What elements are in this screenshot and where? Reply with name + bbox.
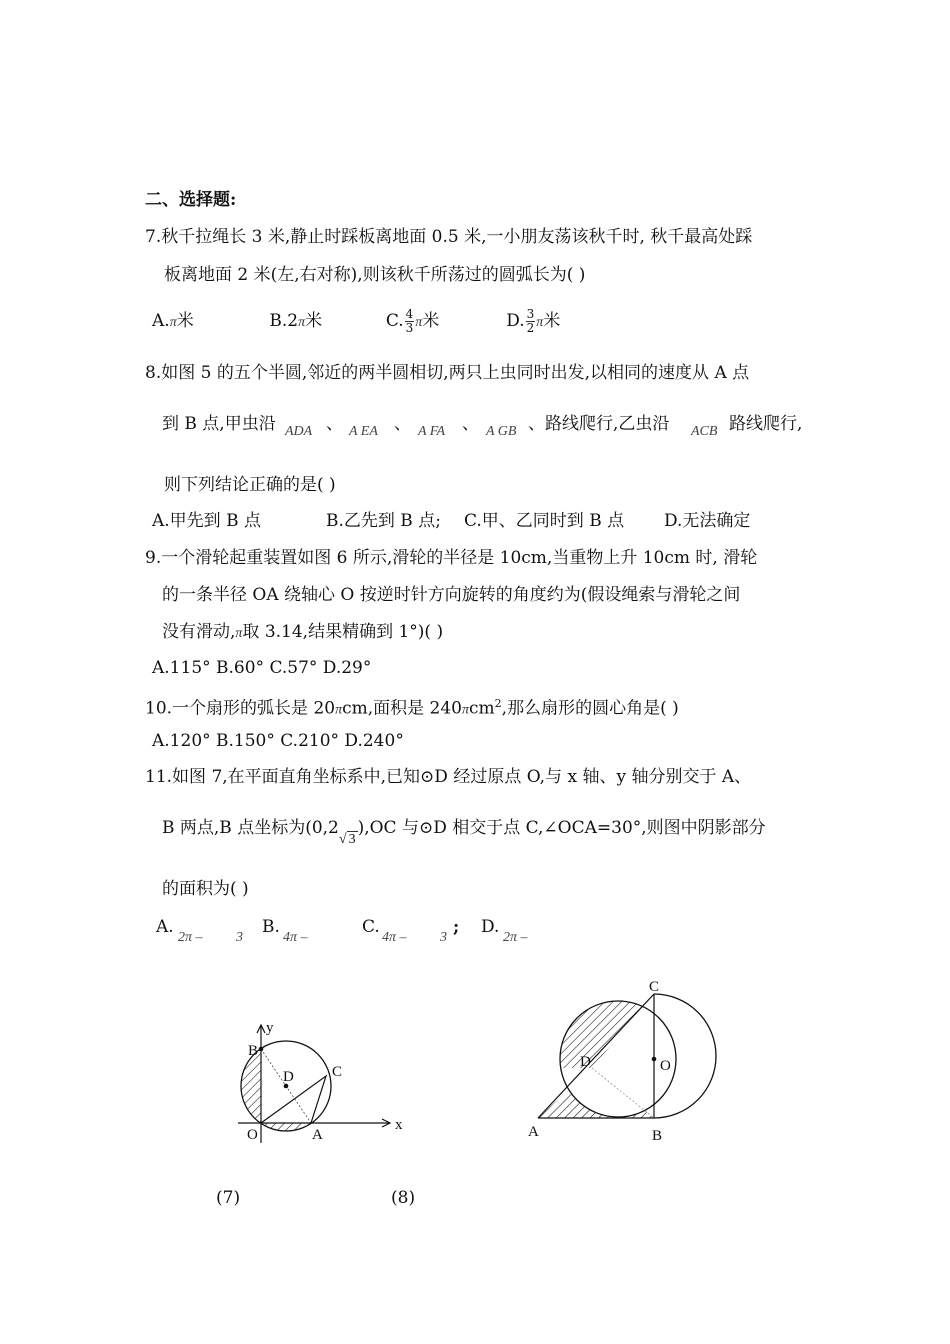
q11-option-c-extra: 3 bbox=[440, 930, 447, 945]
q7-option-a: A.π米 bbox=[152, 311, 194, 331]
q8-option-c: C.甲、乙同时到 B 点 bbox=[464, 511, 625, 531]
q8-arc-agb: A GB bbox=[486, 424, 517, 439]
q11-line1: 11.如图 7,在平面直角坐标系中,已知⊙D 经过原点 O,与 x 轴、y 轴分别交于 A、 bbox=[145, 767, 752, 787]
q9-line2: 的一条半径 OA 绕轴心 O 按逆时针方向旋转的角度约为(假设绳索与滑轮之间 bbox=[162, 585, 741, 605]
q8-option-d: D.无法确定 bbox=[664, 511, 751, 531]
q8-line2-mid: 、路线爬行,乙虫沿 bbox=[528, 414, 670, 434]
q8-line3: 则下列结论正确的是( ) bbox=[164, 475, 336, 495]
fig7-shaded-bottom bbox=[261, 1123, 311, 1143]
q10-line1: 10.一个扇形的弧长是 20πcm,面积是 240πcm$^2$,那么扇形的圆心角是( ) bbox=[145, 697, 679, 719]
section-title: 二、选择题: bbox=[145, 190, 237, 210]
q8-option-b: B.乙先到 B 点; bbox=[326, 511, 441, 531]
figure-8 bbox=[524, 980, 724, 1150]
fig8-point-o bbox=[652, 1057, 657, 1062]
q7-option-d: D. $\frac{3}{2}$ π米 bbox=[506, 307, 561, 335]
q8-line1: 8.如图 5 的五个半圆,邻近的两半圆相切,两只上虫同时出发,以相同的速度从 A 点 bbox=[145, 363, 750, 383]
q7-line2: 板离地面 2 米(左,右对称),则该秋千所荡过的圆弧长为( ) bbox=[164, 265, 586, 285]
q9-line1: 9.一个滑轮起重装置如图 6 所示,滑轮的半径是 10cm,当重物上升 10cm 时, 滑轮 bbox=[145, 548, 758, 568]
fig7-caption: (7) bbox=[216, 1188, 241, 1208]
fig7-label-a: A bbox=[312, 1127, 323, 1143]
q11-option-a-extra: 3 bbox=[236, 930, 243, 945]
q11-option-b-expr: 4π – bbox=[283, 930, 308, 945]
q8-option-a: A.甲先到 B 点 bbox=[152, 511, 261, 531]
q8-sep3: 、 bbox=[462, 414, 479, 434]
q8-arc-afa: A FA bbox=[418, 424, 446, 439]
fig8-semicircle bbox=[654, 994, 716, 1118]
q8-line2-end: 路线爬行, bbox=[729, 414, 803, 434]
q8-line2-start: 到 B 点,甲虫沿 bbox=[162, 414, 276, 434]
fig8-label-b: B bbox=[652, 1128, 663, 1144]
q11-option-a-expr: 2π – bbox=[178, 930, 203, 945]
q10-options: A.120° B.150° C.210° D.240° bbox=[152, 731, 404, 751]
q9-line3: 没有滑动,π取 3.14,结果精确到 1°)( ) bbox=[162, 622, 444, 642]
fig8-label-a: A bbox=[528, 1124, 539, 1140]
q11-line3: 的面积为( ) bbox=[162, 879, 249, 899]
q8-arc-ada: ADA bbox=[285, 424, 313, 439]
fig7-label-d: D bbox=[283, 1069, 294, 1085]
fig7-label-y: y bbox=[266, 1020, 274, 1036]
fig7-label-o: O bbox=[247, 1127, 258, 1143]
fig8-label-c: C bbox=[649, 980, 660, 995]
q11-option-c-label: C. bbox=[362, 917, 380, 937]
q8-arc-aea: A EA bbox=[349, 424, 378, 439]
q8-arc-acb: ACB bbox=[691, 424, 718, 439]
fig8-caption: (8) bbox=[391, 1188, 416, 1208]
fig8-shaded-bottom bbox=[538, 1068, 654, 1118]
fig7-shaded-left bbox=[228, 1018, 261, 1123]
fig8-label-o: O bbox=[660, 1058, 671, 1074]
q7-options bbox=[152, 306, 560, 346]
q11-option-a-label: A. bbox=[156, 917, 174, 937]
q8-sep2: 、 bbox=[394, 414, 411, 434]
q9-options: A.115° B.60° C.57° D.29° bbox=[152, 658, 372, 678]
q11-option-d-label: D. bbox=[481, 917, 500, 937]
q11-option-d-expr: 2π – bbox=[503, 930, 528, 945]
fig7-point-b bbox=[259, 1047, 264, 1052]
q8-sep1: 、 bbox=[326, 414, 343, 434]
sqrt-3: √ 3 bbox=[338, 832, 356, 847]
fig8-label-d: D bbox=[580, 1054, 591, 1070]
fig7-label-c: C bbox=[332, 1064, 343, 1080]
q11-option-b-label: B. bbox=[262, 917, 280, 937]
q7-c-fraction: $\frac{4}{3}$ bbox=[405, 307, 414, 335]
q7-option-b: B.2π米 bbox=[269, 311, 323, 331]
fig7-label-x: x bbox=[395, 1117, 403, 1133]
fig7-label-b: B bbox=[248, 1043, 259, 1059]
q11-option-c-semicolon: ; bbox=[453, 917, 460, 937]
q7-line1: 7.秋千拉绳长 3 米,静止时踩板离地面 0.5 米,一小朋友荡该秋千时, 秋千最高处踩 bbox=[145, 227, 753, 247]
q7-option-c: C. $\frac{4}{3}$ π米 bbox=[385, 307, 440, 335]
q11-line2: B 两点,B 点坐标为$(0,2_{√ 3}),OC$ 与⊙D 相交于点 C,∠OCA=30°,则图中阴影部分 bbox=[162, 818, 766, 847]
q11-option-c-expr: 4π – bbox=[382, 930, 407, 945]
figure-7 bbox=[228, 1018, 418, 1158]
q7-d-fraction: $\frac{3}{2}$ bbox=[526, 307, 535, 335]
